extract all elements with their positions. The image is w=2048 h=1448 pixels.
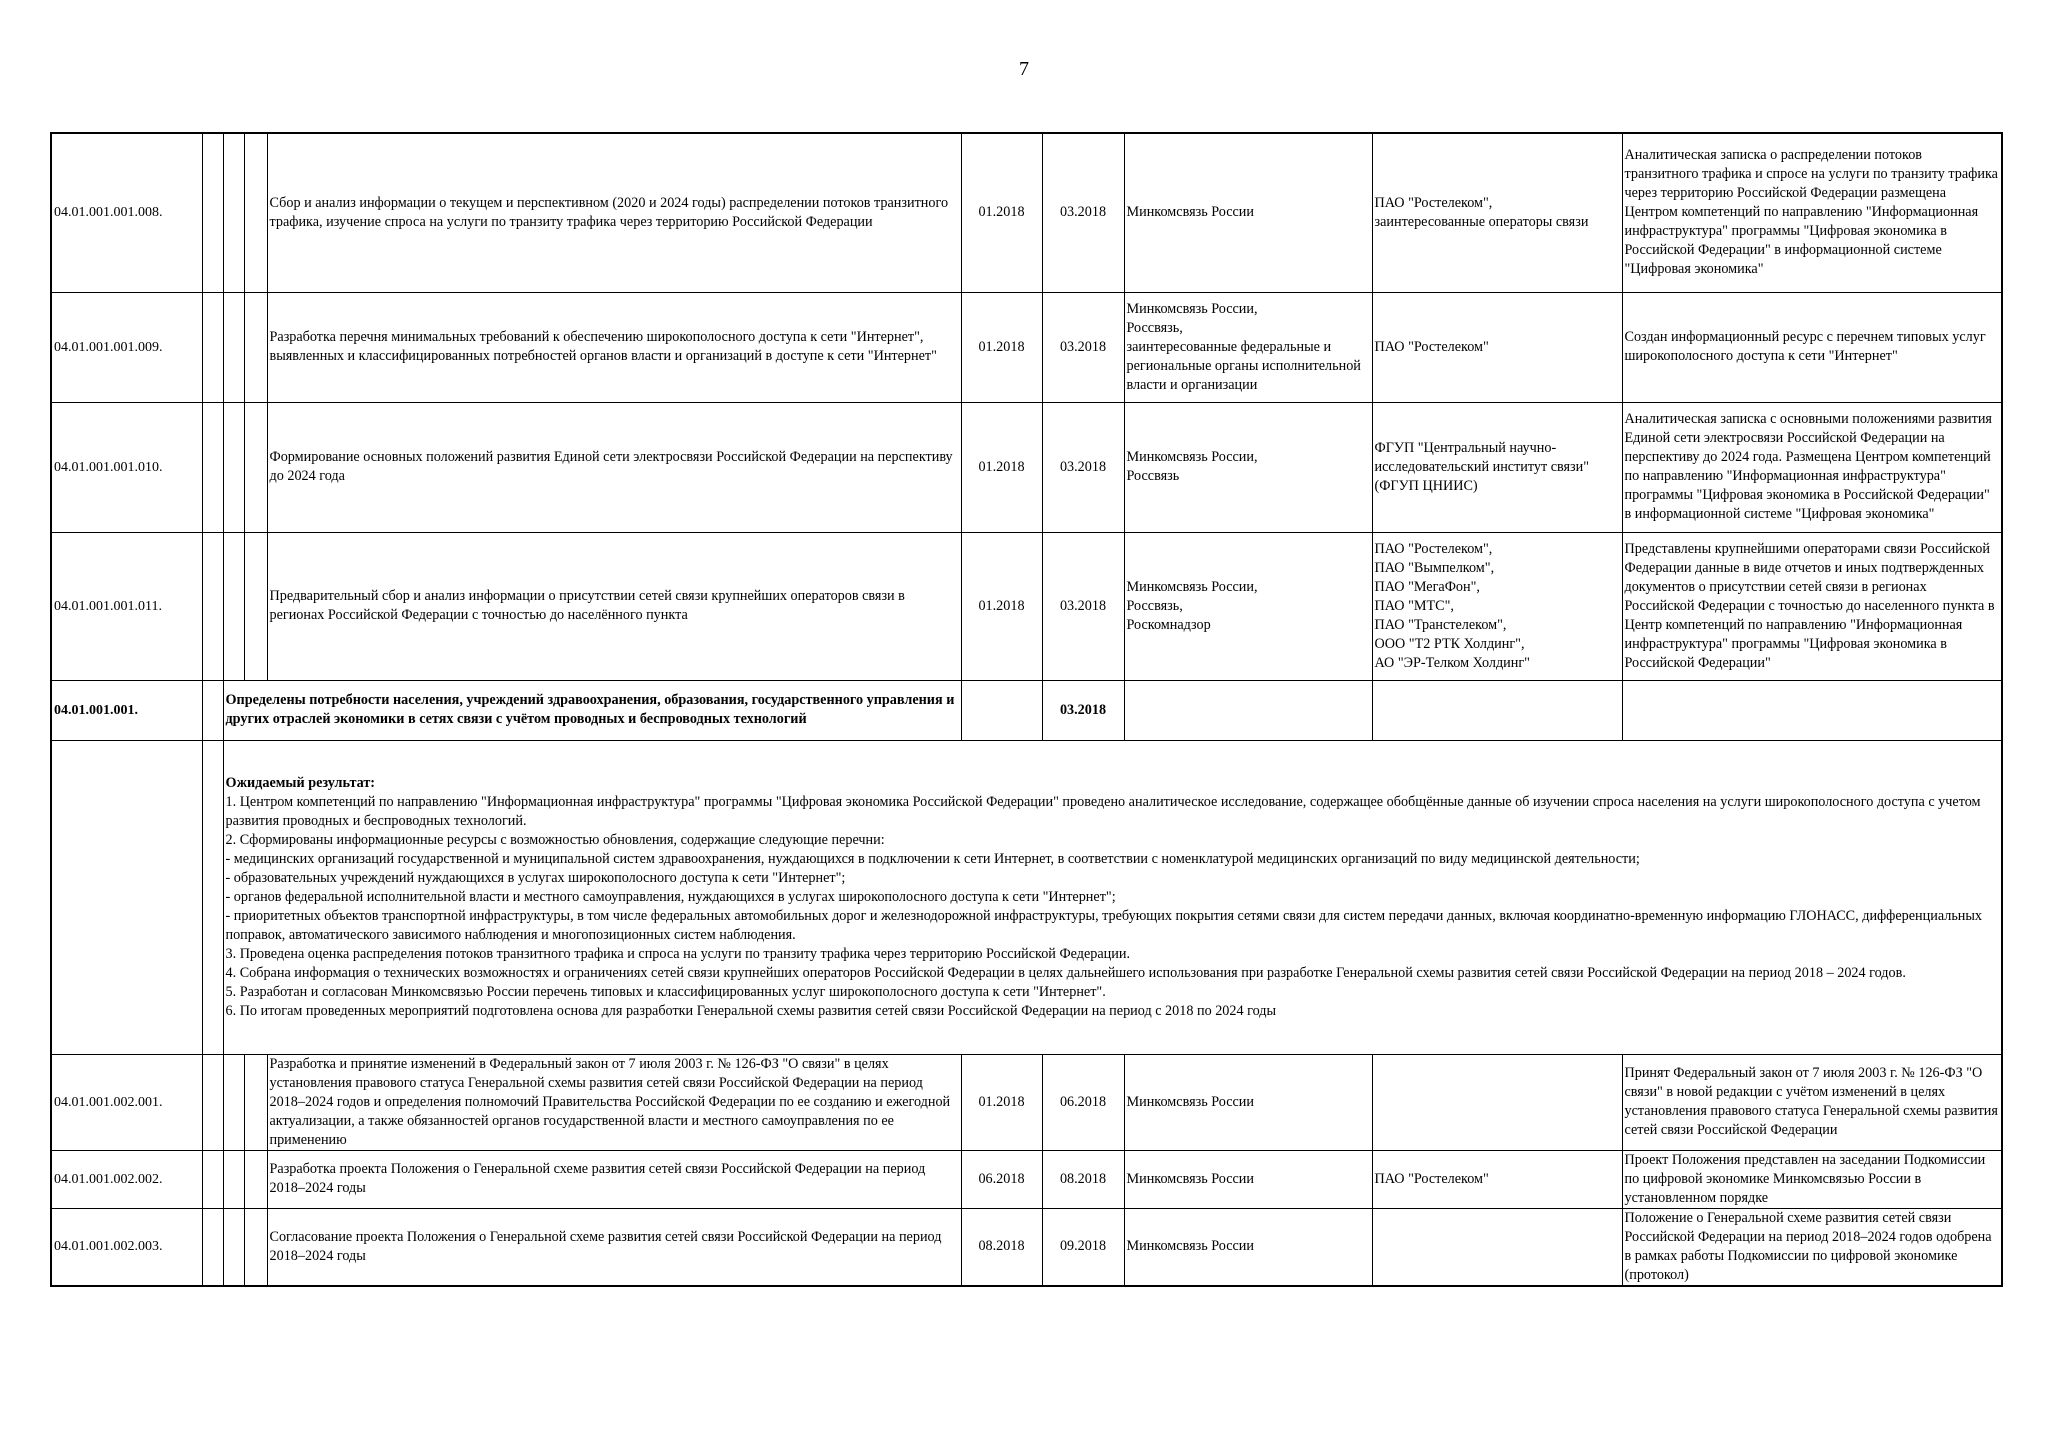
row-responsible bbox=[1124, 1054, 1372, 1150]
row-task: Разработка проекта Положения о Генеральной схеме развития сетей связи Российской Федерации на период 2018–2024 годы bbox=[267, 1150, 961, 1208]
row-task: Разработка и принятие изменений в Федеральный закон от 7 июля 2003 г. № 126-ФЗ "О связи" в целях установления правового статуса Генеральной схемы развития сетей связи Российской Федерации на период 2018–2024 годов и определения полномочий Правительства Российской Федерации по ее созданию и ежегодной актуализации, а также обязанностей органов государственной власти и местного самоуправления по ее применению bbox=[267, 1054, 961, 1150]
level-cell bbox=[202, 133, 223, 292]
row-code: 04.01.001.002.003. bbox=[51, 1208, 202, 1286]
expected-result-item: 4. Собрана информация о технических возможностях и ограничениях сетей связи крупнейших операторов Российской Федерации в целях дальнейшего использования при разработке Генеральной схемы развития сетей связи Российской Федерации на период 2018 – 2024 годов. bbox=[225, 964, 1906, 981]
level-cell bbox=[223, 292, 244, 402]
level-cell bbox=[223, 402, 244, 532]
participant-line: АО "ЭР-Телком Холдинг" bbox=[1374, 654, 1530, 671]
row-end-date: 06.2018 bbox=[1042, 1054, 1124, 1150]
table-row bbox=[51, 133, 2002, 292]
participant-line: ФГУП "Центральный научно-исследовательский институт связи" (ФГУП ЦНИИС) bbox=[1374, 439, 1590, 494]
row-code: 04.01.001.001.008. bbox=[51, 133, 202, 292]
level-cell bbox=[223, 532, 244, 680]
row-participants bbox=[1372, 402, 1622, 532]
row-participants bbox=[1372, 532, 1622, 680]
table-row bbox=[51, 1208, 2002, 1286]
level-cell bbox=[223, 1208, 244, 1286]
summary-task: Определены потребности населения, учреждений здравоохранения, образования, государственного управления и других отраслей экономики в сетях связи с учётом проводных и беспроводных технологий bbox=[223, 680, 961, 740]
participant-line: ПАО "Ростелеком", bbox=[1374, 540, 1493, 557]
level-cell bbox=[244, 1208, 267, 1286]
summary-result bbox=[1622, 680, 2002, 740]
empty-code-cell bbox=[51, 740, 202, 1054]
row-task: Согласование проекта Положения о Генеральной схеме развития сетей связи Российской Федерации на период 2018–2024 годы bbox=[267, 1208, 961, 1286]
level-cell bbox=[202, 402, 223, 532]
responsible-line: Россвязь, bbox=[1126, 319, 1183, 336]
row-start-date: 01.2018 bbox=[961, 292, 1042, 402]
row-start-date: 01.2018 bbox=[961, 133, 1042, 292]
level-cell bbox=[244, 1054, 267, 1150]
row-end-date: 03.2018 bbox=[1042, 402, 1124, 532]
expected-result-item: 2. Сформированы информационные ресурсы с возможностью обновления, содержащие следующие перечни: bbox=[225, 831, 885, 848]
level-cell bbox=[202, 740, 223, 1054]
responsible-line: Минкомсвязь России, bbox=[1126, 578, 1258, 595]
row-code: 04.01.001.002.002. bbox=[51, 1150, 202, 1208]
row-code: 04.01.001.001.010. bbox=[51, 402, 202, 532]
participant-line: ПАО "МТС", bbox=[1374, 597, 1454, 614]
row-start-date: 08.2018 bbox=[961, 1208, 1042, 1286]
expected-result-item: 1. Центром компетенций по направлению "Информационная инфраструктура" программы "Цифровая экономика Российской Федерации" проведено аналитическое исследование, содержащее обобщённые данные об изучении спроса населения на услуги широкополосного доступа с учетом развития проводных и беспроводных технологий. bbox=[225, 793, 1981, 829]
summary-code: 04.01.001.001. bbox=[51, 680, 202, 740]
level-cell bbox=[202, 1208, 223, 1286]
row-result: Проект Положения представлен на заседании Подкомиссии по цифровой экономике Минкомсвязью России в установленном порядке bbox=[1622, 1150, 2002, 1208]
row-responsible bbox=[1124, 1150, 1372, 1208]
row-start-date: 01.2018 bbox=[961, 532, 1042, 680]
expected-result-item: 5. Разработан и согласован Минкомсвязью России перечень типовых и классифицированных услуг широкополосного доступа к сети "Интернет". bbox=[225, 983, 1106, 1000]
row-result: Принят Федеральный закон от 7 июля 2003 г. № 126-ФЗ "О связи" в новой редакции с учётом изменений в целях установления правового статуса Генеральной схемы развития сетей связи Российской Федерации bbox=[1622, 1054, 2002, 1150]
participant-line: заинтересованные операторы связи bbox=[1374, 213, 1589, 230]
row-code: 04.01.001.001.011. bbox=[51, 532, 202, 680]
row-code: 04.01.001.002.001. bbox=[51, 1054, 202, 1150]
summary-participants bbox=[1372, 680, 1622, 740]
summary-row bbox=[51, 680, 2002, 740]
level-cell bbox=[244, 1150, 267, 1208]
row-task: Формирование основных положений развития Единой сети электросвязи Российской Федерации на перспективу до 2024 года bbox=[267, 402, 961, 532]
row-end-date: 08.2018 bbox=[1042, 1150, 1124, 1208]
summary-responsible bbox=[1124, 680, 1372, 740]
table-row bbox=[51, 532, 2002, 680]
expected-result-item: - приоритетных объектов транспортной инфраструктуры, в том числе федеральных автомобильных дорог и железнодорожной инфраструктуры, требующих покрытия сетями связи для систем передачи данных, включая координатно-временную информацию ГЛОНАСС, дифференциальных поправок, автоматического зависимого наблюдения и многопозиционных систем наблюдения. bbox=[225, 907, 1983, 943]
responsible-line: Минкомсвязь России, bbox=[1126, 449, 1258, 465]
row-responsible bbox=[1124, 1208, 1372, 1286]
participant-line: ПАО "Ростелеком", bbox=[1374, 194, 1493, 211]
row-responsible bbox=[1124, 133, 1372, 292]
summary-start bbox=[961, 680, 1042, 740]
level-cell bbox=[223, 133, 244, 292]
summary-end: 03.2018 bbox=[1042, 680, 1124, 740]
row-end-date: 09.2018 bbox=[1042, 1208, 1124, 1286]
row-task: Сбор и анализ информации о текущем и перспективном (2020 и 2024 годы) распределении потоков транзитного трафика, изучение спроса на услуги по транзиту трафика через территорию Российской Федерации bbox=[267, 133, 961, 292]
level-cell bbox=[202, 1150, 223, 1208]
row-code: 04.01.001.001.009. bbox=[51, 292, 202, 402]
expected-result-title: Ожидаемый результат: bbox=[225, 774, 376, 791]
row-responsible bbox=[1124, 532, 1372, 680]
row-participants bbox=[1372, 1208, 1622, 1286]
row-start-date: 01.2018 bbox=[961, 402, 1042, 532]
row-participants bbox=[1372, 133, 1622, 292]
level-cell bbox=[244, 532, 267, 680]
responsible-line: Россвязь, bbox=[1126, 597, 1183, 614]
row-end-date: 03.2018 bbox=[1042, 133, 1124, 292]
level-cell bbox=[202, 1054, 223, 1150]
row-participants bbox=[1372, 1150, 1622, 1208]
expected-result-row bbox=[51, 740, 2002, 1054]
participant-line: ПАО "МегаФон", bbox=[1374, 578, 1480, 595]
level-cell bbox=[223, 1054, 244, 1150]
responsible-line: Россвязь bbox=[1126, 468, 1180, 484]
row-result: Представлены крупнейшими операторами связи Российской Федерации данные в виде отчетов и иных подтвержденных документов о присутствии сетей связи в регионах Российской Федерации с точностью до населенного пункта в Центр компетенций по направлению "Информационная инфраструктура" программы "Цифровая экономика в Российской Федерации" bbox=[1622, 532, 2002, 680]
participant-line: ПАО "Ростелеком" bbox=[1374, 1170, 1489, 1187]
row-end-date: 03.2018 bbox=[1042, 292, 1124, 402]
level-cell bbox=[244, 292, 267, 402]
responsible-line: Минкомсвязь России bbox=[1126, 1093, 1254, 1110]
level-cell bbox=[202, 292, 223, 402]
responsible-line: Роскомнадзор bbox=[1126, 616, 1211, 633]
responsible-line: Минкомсвязь России bbox=[1126, 204, 1254, 221]
participant-line: ООО "Т2 РТК Холдинг", bbox=[1374, 635, 1525, 652]
row-participants bbox=[1372, 292, 1622, 402]
row-end-date: 03.2018 bbox=[1042, 532, 1124, 680]
expected-result-item: - органов федеральной исполнительной власти и местного самоуправления, нуждающихся в услугах широкополосного доступа к сети "Интернет"; bbox=[225, 888, 1116, 905]
row-start-date: 06.2018 bbox=[961, 1150, 1042, 1208]
expected-result-item: - образовательных учреждений нуждающихся в услугах широкополосного доступа к сети "Интернет"; bbox=[225, 869, 846, 886]
roadmap-table bbox=[50, 132, 2003, 1287]
expected-result-item: 6. По итогам проведенных мероприятий подготовлена основа для разработки Генеральной схемы развития сетей связи Российской Федерации на период с 2018 по 2024 годы bbox=[225, 1002, 1277, 1019]
row-task: Разработка перечня минимальных требований к обеспечению широкополосного доступа к сети "Интернет", выявленных и классифицированных потребностей органов власти и организаций в доступе к сети "Интернет" bbox=[267, 292, 961, 402]
expected-result-item: 3. Проведена оценка распределения потоков транзитного трафика и спроса на услуги по транзиту трафика через территорию Российской Федерации. bbox=[225, 945, 1130, 962]
row-participants bbox=[1372, 1054, 1622, 1150]
row-start-date: 01.2018 bbox=[961, 1054, 1042, 1150]
row-result: Положение о Генеральной схеме развития сетей связи Российской Федерации на период 2018–2024 годов одобрена в рамках работы Подкомиссии по цифровой экономике (протокол) bbox=[1622, 1208, 2002, 1286]
row-responsible bbox=[1124, 292, 1372, 402]
table-row bbox=[51, 402, 2002, 532]
row-task: Предварительный сбор и анализ информации о присутствии сетей связи крупнейших операторов связи в регионах Российской Федерации с точностью до населённого пункта bbox=[267, 532, 961, 680]
row-result: Аналитическая записка о распределении потоков транзитного трафика и спросе на услуги по транзиту трафика через территорию Российской Федерации размещена Центром компетенций по направлению "Информационная инфраструктура" программы "Цифровая экономика в Российской Федерации" в информационной системе "Цифровая экономика" bbox=[1622, 133, 2002, 292]
page-number: 7 bbox=[1019, 58, 1029, 80]
row-result: Создан информационный ресурс с перечнем типовых услуг широкополосного доступа к сети "Интернет" bbox=[1622, 292, 2002, 402]
level-cell bbox=[202, 680, 223, 740]
level-cell bbox=[202, 532, 223, 680]
table-row bbox=[51, 1150, 2002, 1208]
row-responsible bbox=[1124, 402, 1372, 532]
participant-line: ПАО "Вымпелком", bbox=[1374, 559, 1495, 576]
expected-result-list bbox=[226, 793, 2000, 1021]
level-cell bbox=[244, 402, 267, 532]
responsible-line: Минкомсвязь России bbox=[1126, 1238, 1254, 1254]
level-cell bbox=[244, 133, 267, 292]
table-row bbox=[51, 1054, 2002, 1150]
table-row bbox=[51, 292, 2002, 402]
expected-result-block bbox=[223, 740, 2002, 1054]
expected-result-item: - медицинских организаций государственной и муниципальной систем здравоохранения, нуждающихся в подключении к сети Интернет, в соответствии с номенклатурой медицинских организаций по виду медицинской деятельности; bbox=[225, 850, 1640, 867]
row-result: Аналитическая записка с основными положениями развития Единой сети электросвязи Российской Федерации на перспективу до 2024 года. Размещена Центром компетенций по направлению "Информационная инфраструктура" программы "Цифровая экономика в Российской Федерации" в информационной системе "Цифровая экономика" bbox=[1622, 402, 2002, 532]
participant-line: ПАО "Транстелеком", bbox=[1374, 616, 1507, 633]
responsible-line: заинтересованные федеральные и региональные органы исполнительной власти и организации bbox=[1126, 338, 1361, 393]
level-cell bbox=[223, 1150, 244, 1208]
participant-line: ПАО "Ростелеком" bbox=[1374, 338, 1489, 355]
responsible-line: Минкомсвязь России bbox=[1126, 1170, 1254, 1187]
responsible-line: Минкомсвязь России, bbox=[1126, 300, 1258, 317]
